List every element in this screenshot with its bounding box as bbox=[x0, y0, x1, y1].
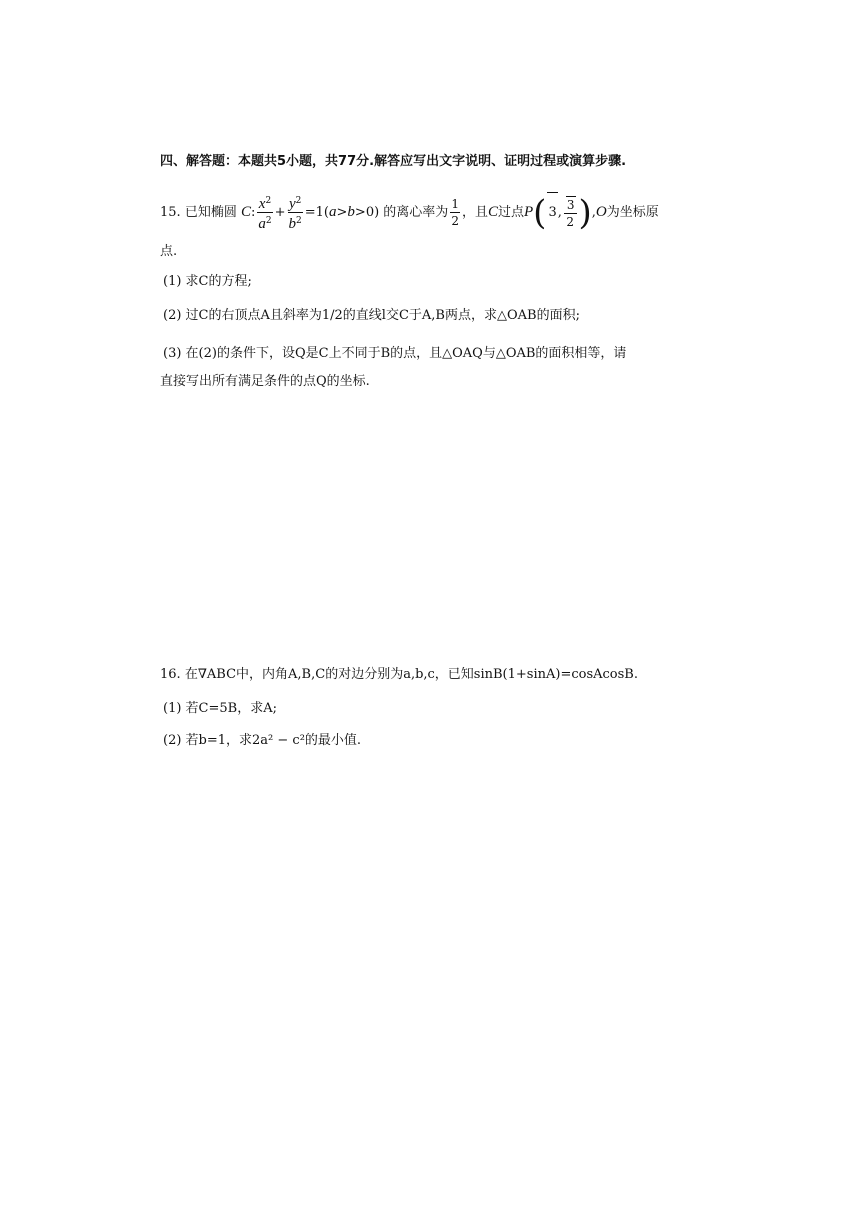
q16-number: 16. bbox=[160, 667, 181, 682]
q16-part-2: (2) 若b=1，求2a² − c²的最小值. bbox=[163, 733, 362, 748]
q16-stem bbox=[160, 665, 638, 685]
q15-stem-continued: 点. bbox=[160, 244, 178, 259]
q15-stem: 15. 已知椭圆 C: $\frac{x^2}{a^2}$ + $\frac{y^2}{b^2}$ =1(a>b>0) 的离心率为 $\frac{1}{2}$ ，且C过点P( 3, $\frac{3}{2}$ ),O为坐标原 bbox=[160, 192, 659, 233]
q15-stem-d: 过点 bbox=[497, 205, 524, 220]
q15-part-3-continued: 直接写出所有满足条件的点Q的坐标. bbox=[160, 374, 370, 389]
q15-stem-c: ，且 bbox=[461, 205, 488, 220]
section-heading: 四、解答题：本题共5小题，共77分.解答应写出文字说明、证明过程或演算步骤. bbox=[160, 154, 627, 169]
q15-part-1: (1) 求C的方程; bbox=[163, 274, 252, 289]
q15-part-3: (3) 在(2)的条件下，设Q是C上不同于B的点，且△OAQ与△OAB的面积相等，请 bbox=[163, 346, 627, 361]
q15-stem-b: 的离心率为 bbox=[383, 205, 449, 220]
q15-stem-e: 为坐标原 bbox=[606, 205, 659, 220]
q15-part-2: (2) 过C的右顶点A且斜率为1/2的直线l交C于A,B两点，求△OAB的面积; bbox=[163, 308, 580, 323]
q16-part-1: (1) 若C=5B，求A; bbox=[163, 701, 277, 716]
q15-stem-a: 已知椭圆 bbox=[184, 205, 237, 220]
q15-number: 15. bbox=[160, 205, 181, 220]
q16-stem-text: 在∇ABC中，内角A,B,C的对边分别为a,b,c，已知sinB(1+sinA)=cosAcosB. bbox=[184, 667, 638, 682]
